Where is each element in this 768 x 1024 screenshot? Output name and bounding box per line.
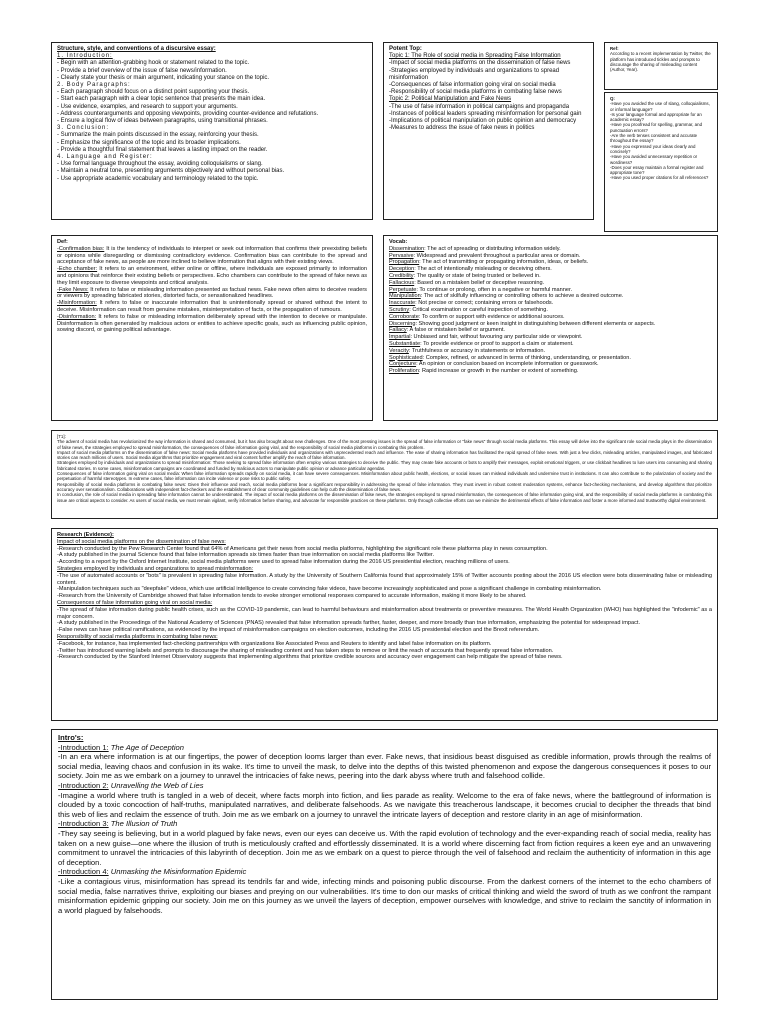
question-item: -Have you expressed your ideas clearly and concisely? [610,143,697,154]
vocab-item [389,266,712,273]
vocab-item [389,293,712,300]
vocab-term: Perpetuate [389,286,417,293]
vocab-text: : Truthfulness or accuracy in statements or information. [408,347,546,354]
research-heading: Consequences of false information going viral on social media: [57,599,213,606]
definition-item [57,287,367,301]
definition-term: -Disinformation: [57,313,97,320]
research-item: -A study published in the journal Science found that false information spreads six times faster than true information on social media platforms like Twitter. [57,552,435,559]
vocab-term: Veracity [389,347,409,354]
topics-title: Potent Top: [389,46,422,52]
structure-item: - Use evidence, examples, and research to support your arguments. [57,103,238,110]
structure-panel [51,42,373,220]
definitions-panel [51,235,373,421]
vocab-term: Fallacy [389,327,407,334]
vocab-term: Fallacious [389,279,415,286]
essay-paragraph: Responsibility of social media platforms in combating false news: Given their influence and reach, social media platforms bear a significant responsibility in addressing the spread of false information. They must invest in robust content moderation systems, enhance fact-checking mechanisms, and develop algorithms that prioritize accuracy over sensationalism. Collaborations with independent fact-checkers and the establishment of clear community guidelines can help curb the dissemination of false news. [57,481,712,492]
essay-paragraph: Impact of social media platforms on the dissemination of false news: Social media platforms have provided individuals and organizations with unprecedented reach and influence. The ease of sharing information has facilitated the rapid spread of false news. With just a few clicks, misleading articles, manipulated images, and fabricated stories can reach millions of users. Social media algorithms that prioritize engagement and viral content further amplify the reach of false information. [57,449,712,461]
vocab-item [389,341,712,348]
intro-text: -Like a contagious virus, misinformation has spread its tendrils far and wide, infecting minds and poisoning public discourse. From the darkest corners of the internet to the echo chambers of social media, false narratives thrive, exploiting our biases and preying on our vulnerabilities. It's time to don our masks of critical thinking and wield the sword of truth as we confront the rampant misinformation epidemic gripping our society. Join me on this journey as we unveil the layers of deception, empower ourselves with knowledge, and strive to reclaim the sanctity of information in a world plagued by falsehoods. [58,876,711,915]
intro-label: -Introduction 4: [58,867,109,877]
topics-panel [383,42,594,220]
structure-item: - Use appropriate academic vocabulary and terminology related to the topic. [57,175,259,182]
vocab-term: Impartial [389,334,411,341]
vocab-text: : The act of transmitting or propagating information, ideas, or beliefs. [419,259,589,266]
essay-panel [51,430,718,519]
intros-title: Intro's: [58,733,84,742]
vocab-item [389,259,712,266]
definition-text: It is the tendency of individuals to interpret or seek out information that confirms their preexisting beliefs or opinions while disregarding or dismissing contradictory evidence. Confirmation bias can contribute to the spread and acceptance of fake news, as people are more inclined to believe information that aligns with their existing views. [57,245,367,266]
question-item: -Have you avoided unnecessary repetition or wordiness? [610,154,699,165]
definition-text: It refers to an environment, either online or offline, where individuals are exposed primarily to information and opinions that reinforce their existing beliefs or perspectives. Echo chambers can contribute to the spread of fake news as they limit exposure to diverse viewpoints and critical analysis. [57,266,368,286]
intros-panel [51,729,718,1000]
vocab-title: Vocab: [389,239,408,245]
structure-item: - Each paragraph should focus on a distinct point supporting your thesis. [57,89,250,96]
topic-item: -Measures to address the issue of fake news in politics [389,125,535,132]
vocab-item [389,273,712,280]
question-item: -Have you proofread for spelling, grammar, and punctuation errors? [610,122,704,133]
topic-item: -Impact of social media platforms on the dissemination of false news [389,60,571,67]
definition-term: -Fake News: [57,286,89,293]
definition-term: -Misinformation: [57,300,97,307]
vocab-text: : Complex, refined, or advanced in terms of thinking, understanding, or presentation. [422,354,631,361]
vocab-item [389,287,712,294]
research-item: -According to a report by the Oxford Internet Institute, social media platforms were used to spread false information during the 2016 US presidential election, reaching millions of users. [57,559,510,566]
vocab-text: : The act of spreading or distributing information widely. [424,245,561,252]
vocab-term: Dissemination [389,245,425,252]
vocab-text: : The act of skilfully influencing or controlling others to achieve a desired outcome. [420,293,624,300]
questions-title: Q: [610,96,615,101]
research-heading: Strategies employed by individuals and organizations to spread misinformation: [57,565,254,572]
intro-heading [58,743,711,753]
intro-label: -Introduction 2: [58,780,109,790]
intro-name: The Illusion of Truth [110,819,178,829]
structure-item: - Maintain a neutral tone, presenting arguments objectively and without personal bias. [57,168,285,175]
topic-item: -Responsibility of social media platforms in combating false news [389,89,562,96]
definition-term: -Confirmation bias: [57,245,105,252]
question-item: -Have you avoided the use of slang, colloquialisms, or informal language? [610,101,712,112]
vocab-item [389,307,712,314]
structure-item: - Ensure a logical flow of ideas between paragraphs, using transitional phrases. [57,118,268,125]
ref-text: According to a recent implementation by Twitter, the platform has introduced tickles and prompts to discourage the sharing of misleading content (Author, Year). [610,51,712,73]
structure-title: Structure, style, and conventions of a discursive essay: [57,46,216,52]
topic-item: -Consequences of false information going viral on social media [389,82,556,89]
section-heading: 2. Body Paragraphs: [57,82,131,89]
vocab-text: : A false or mistaken belief or argument. [406,327,505,334]
intro-text: -They say seeing is believing, but in a world plagued by fake news, even our eyes can deceive us. With the rapid evolution of technology and the ever-expanding reach of social media, reality has taken on a new guise—one where the illusion of truth is meticulously crafted and effortlessly disseminated. It is a world where discerning fact from fiction requires a keen eye and an unwavering commitment to unravel the intricacies of this labyrinth of deception. Join me as we embark on a quest to pierce through the veil of falsehood and reclaim the authenticity of information in this age of deception. [58,828,711,867]
question-item: -Does your essay maintain a formal register and appropriate tone? [610,164,705,176]
essay-paragraph: In conclusion, the role of social media in spreading false information cannot be underestimated. The impact of social media platforms on the dissemination of false news, the strategies employed to spread misinformation, the consequences of false information going viral, and the responsibility of social media platforms in combating this issue are critical aspects to consider. As users of social media, we must remain vigilant, verify information before sharing, and advocate for responsible practices on these platforms. Only through collective efforts can we minimize the detrimental effects of false information and foster a more informed and trustworthy digital environment. [57,492,712,503]
structure-item: - Emphasize the significance of the topic and its broader implications. [57,139,241,146]
intro-label: -Introduction 3: [58,819,109,829]
topic-item: -Instances of political leaders spreading misinformation for personal gain [389,110,582,117]
definition-item [57,266,367,286]
vocab-term: Inaccurate [389,300,416,307]
research-item: -Manipulation techniques such as "deepfake" videos, which use artificial intelligence to create convincing fake videos, have become increasingly sophisticated and pose a significant challenge in combating misinformation. [57,586,602,593]
research-item: -The spread of false information during public health crises, such as the COVID-19 pandemic, can lead to harmful behaviours and misinformation about treatments or preventive measures. The World Health Organization (WHO) has highlighted the "infodemic" as a major concern. [57,606,712,620]
definition-item [57,300,367,314]
vocab-term: Sophisticated [389,354,423,361]
vocab-term: Conjecture [389,361,417,368]
question-item: -Is your language formal and appropriate for an academic essay? [610,111,704,123]
vocab-term: Propagation [389,259,420,266]
vocab-item [389,246,712,253]
research-heading: Responsibility of social media platforms in combating false news: [57,633,218,640]
intro-label: -Introduction 1: [58,742,109,752]
definition-item [57,314,367,334]
research-item: -Research conducted by the Pew Research Center found that 64% of Americans get their news from social media platforms, highlighting the significant role these platforms play in news consumption. [57,545,548,552]
intro-text: -Imagine a world where truth is tangled in a web of deceit, where facts morph into fiction, and lies parade as reality. Welcome to the era of fake news, where the battleground of information is clouded by a toxic concoction of half-truths, manipulated narratives, and deliberate falsehoods. As we navigate this treacherous landscape, it becomes crucial to decipher the threads that bind this web of lies and reclaim the essence of truth. Join me as we embark on a journey to unravel the intricate layers of deception and restore clarity in an age of misinformation. [58,790,711,819]
vocab-term: Substantiate [389,340,421,347]
vocab-text: : The quality or state of being trusted or believed in. [413,272,541,279]
research-heading: Impact of social media platforms on the dissemination of false news: [57,538,226,545]
structure-item: - Provide a thoughtful final statement that leaves a lasting impact on the reader. [57,146,268,153]
research-title: Research (Evidence): [57,532,114,538]
question-item: -Are the verb tenses consistent and accurate throughout the essay? [610,133,699,144]
structure-item: - Use formal language throughout the essay, avoiding colloquialisms or slang. [57,161,263,168]
essay-paragraph: Consequences of false information going viral on social media: When false information spreads rapidly on social media, it can have severe consequences. Misinformation about public health, elections, or social issues can mislead individuals and undermine trust in institutions. It can also contribute to the polarization of society and the perpetuation of harmful stereotypes. In extreme cases, false information can incite violence or pose risks to public safety. [57,471,712,482]
research-item: -Facebook, for instance, has implemented fact-checking partnerships with organizations like Associated Press and Reuters to identify and label false information on its platform. [57,640,492,647]
question-item: -Have you used proper citations for all references? [610,175,709,181]
research-item: -The use of automated accounts or "bots" is prevalent in spreading false information. A study by the University of Southern California found that approximately 15% of Twitter accounts posting about the 2016 US election were bots disseminating false or misleading content. [57,572,712,586]
vocab-term: Scrutiny [389,306,410,313]
definition-item [57,246,367,266]
definitions-title: Def: [57,239,68,245]
vocab-text: : Based on a mistaken belief or deceptive reasoning. [414,279,545,286]
vocab-item [389,348,712,355]
vocab-term: Pervasive [389,252,414,259]
vocab-text: : Not precise or correct; containing errors or falsehoods. [415,300,554,307]
vocab-item [389,253,712,260]
essay-title: [T1]: [57,434,66,439]
section-heading: 4. Language and Register: [57,154,153,161]
vocab-item [389,314,712,321]
ref-title: Ref: [610,46,619,51]
vocab-text: : Widespread and prevalent throughout a particular area or domain. [413,252,581,259]
intro-name: The Age of Deception [110,742,184,752]
intro-heading [58,867,711,877]
vocab-panel [383,235,718,421]
research-item: -Twitter has introduced warning labels and prompts to discourage the sharing of misleading content and has taken steps to remove or limit the reach of accounts that frequently spread false information. [57,647,554,654]
vocab-text: : Showing good judgment or keen insight in distinguishing between different elements or aspects. [415,320,656,327]
vocab-text: : Rapid increase or growth in the number or extent of something. [418,368,579,375]
research-item: -Research from the University of Cambridge showed that false information tends to evoke stronger emotional responses compared to accurate information, making it more likely to be shared. [57,593,527,600]
vocab-term: Proliferation [389,368,419,375]
topic-heading: Topic 1: The Role of social media in Spreading False Information [389,53,561,60]
vocab-item [389,334,712,341]
definition-text: It refers to false or misleading information deliberately spread with the intention to deceive or manipulate. Disinformation is often generated by malicious actors or entities to achieve specific goals, such as influencing public opinion, sowing discord, or gaining political advantage. [57,313,367,334]
vocab-item [389,327,712,334]
topic-item: -Implications of political manipulation on public opinion and democracy [389,118,577,125]
vocab-text: : Unbiased and fair, without favouring any particular side or viewpoint. [410,334,583,341]
structure-item: - Clearly state your thesis or main argument, indicating your stance on the topic. [57,74,270,81]
vocab-text: : To continue or prolong, often in a negative or harmful manner. [416,286,573,293]
vocab-term: Credibility [389,272,414,279]
structure-item: - Address counterarguments and opposing viewpoints, providing counter-evidence and refutations. [57,110,319,117]
vocab-text: : To provide evidence or proof to support a claim or statement. [420,340,574,347]
section-heading: 3. Conclusion: [57,125,110,132]
definition-text: It refers to false or misleading information presented as factual news. Fake news often aims to deceive readers or viewers by spreading fabricated stories, distorted facts, or sensationalized headlines. [57,286,367,300]
vocab-item [389,321,712,328]
vocab-term: Discerning [389,320,416,327]
vocab-item [389,368,712,375]
structure-item: - Start each paragraph with a clear topic sentence that presents the main idea. [57,96,266,103]
essay-paragraph: Strategies employed by individuals and organizations to spread misinformation: Those seeking to spread false information often employ various strategies to deceive the public. They may create fake accounts or bots to amplify their messages, exploit emotional triggers, or use clickbait headlines to lure users into consuming and sharing fabricated stories. In some cases, misinformation campaigns are coordinated and funded by malicious actors to manipulate public opinion or advance particular agendas. [57,460,712,471]
vocab-item [389,300,712,307]
topic-item: -Strategies employed by individuals and organizations to spread misinformation [389,67,561,81]
research-panel [51,528,718,721]
vocab-text: : The act of intentionally misleading or deceiving others. [414,266,552,273]
vocab-text: : Critical examination or careful inspection of something. [409,306,548,313]
structure-item: - Begin with an attention-grabbing hook or statement related to the topic. [57,60,250,67]
intro-text: -In an era where information is at our fingertips, the power of deception looms larger than ever. Fake news, that insidious beast disguised as credible information, prowls through the realms of social media, leaving chaos and confusion in its wake. It's time to unveil the mask, to delve into the depths of this twisted phenomenon and expose the dangerous consequences it poses to our society. Join me as we embark on a journey to unravel the intricacies of fake news, peering into the dark abyss where truth and falsehood collide. [58,752,711,781]
vocab-term: Corroborate [389,313,419,320]
intro-heading [58,781,711,791]
vocab-term: Deception [389,266,415,273]
topic-heading: Topic 2: Political Manipulation and Fake News [389,96,512,103]
research-item: -Research conducted by the Stanford Internet Observatory suggests that implementing algorithms that prioritize credible sources and accuracy over engagement can help mitigate the spread of false news. [57,654,563,661]
vocab-item [389,355,712,362]
vocab-term: Manipulation [389,293,421,300]
research-item: -False news can have political ramifications, as evidenced by the impact of misinformation campaigns on election outcomes, including the 2016 US presidential election and the Brexit referendum. [57,627,540,634]
structure-item: - Summarize the main points discussed in the essay, reinforcing your thesis. [57,132,259,139]
questions-panel [604,92,718,232]
intro-heading [58,819,711,829]
vocab-item [389,280,712,287]
research-item: -A study published in the Proceedings of the National Academy of Sciences (PNAS) revealed that false information spreads farther, faster, deeper, and more broadly than true information, emphasizing the potential for widespread impact. [57,620,641,627]
intro-name: Unravelling the Web of Lies [110,780,204,790]
section-heading: 1. Introduction: [57,53,113,60]
vocab-text: : To confirm or support with evidence or additional sources. [418,313,565,320]
definition-term: -Echo chamber: [57,266,98,273]
definition-text: It refers to false or inaccurate information that is unintentionally spread or shared without the intent to deceive. Misinformation can result from genuine mistakes, misinterpretation of facts, or the propagation of rumours. [57,300,367,313]
vocab-item [389,361,712,368]
topic-item: -The use of false information in political campaigns and propaganda [389,103,570,110]
ref-panel [604,42,718,90]
vocab-text: : An opinion or conclusion based on incomplete information or guesswork. [416,361,599,368]
structure-item: - Provide a brief overview of the issue of false news/information. [57,67,227,74]
essay-paragraph: The advent of social media has revolutionized the way information is shared and consumed, but it has also brought about new challenges. One of the most pressing issues is the spread of false information or "fake news" through social media platforms. This essay will delve into the significant role social media plays in the dissemination of false news, the strategies employed to spread misinformation, the consequences of false information going viral, and the responsibility of social media platforms in combating this problem. [57,439,712,450]
intro-name: Unmasking the Misinformation Epidemic [110,867,247,877]
